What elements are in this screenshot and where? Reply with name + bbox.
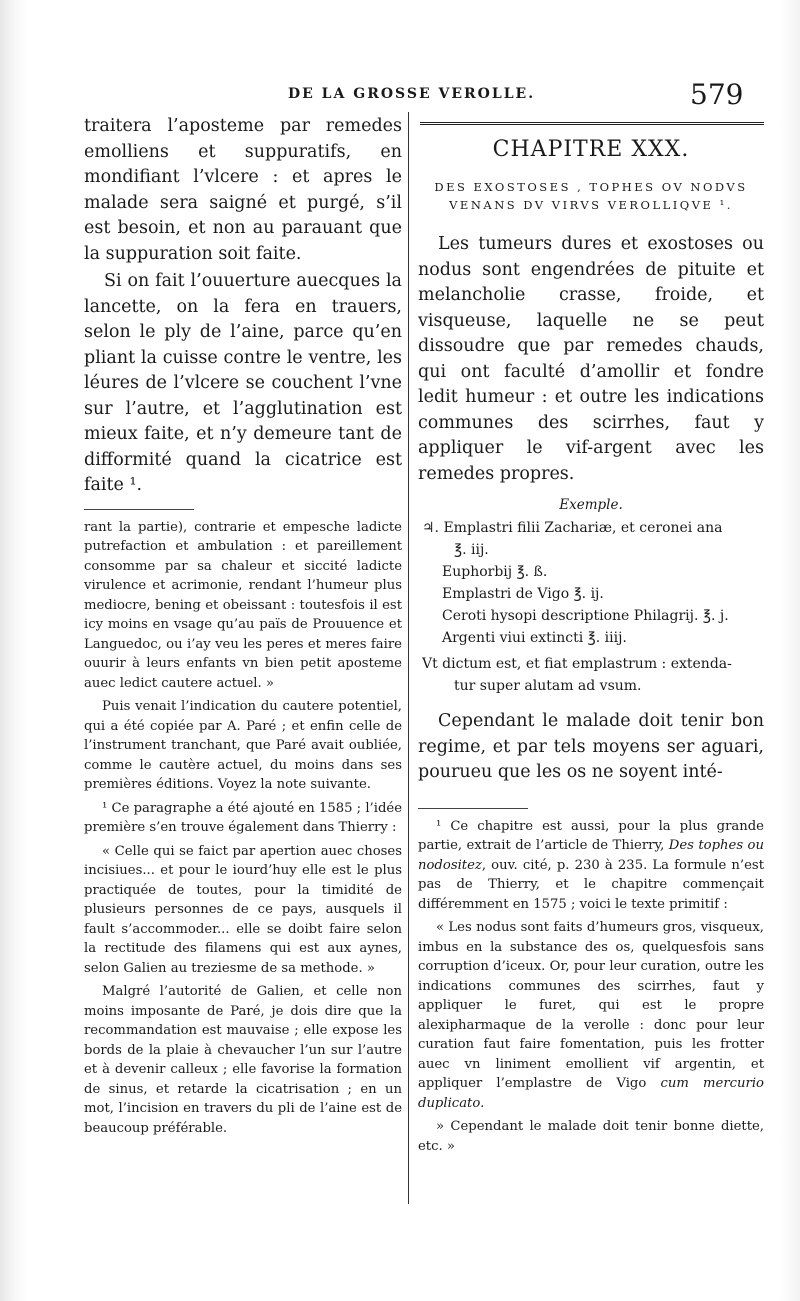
paragraph: Les tumeurs dures et exostoses ou nodus sont engendrées de pituite et melancholie crasse, froide, et visqueuse, laquelle ne se peut dissoudre que par remedes chauds, qui ont faculté d’amollir et fondre ledit humeur : et outre les indications communes des scirrhes, faut y appliquer le vif-argent avec les remedes propres. [418, 234, 764, 484]
page-number: 579 [690, 78, 744, 111]
note-text: « Les nodus sont faits d’humeurs gros, visqueux, imbus en la substance des os, quelquesfois sans corruption d’iceux. Or, pour leur curation, outre les indications communes des scirrhes, faut y appliquer le furet, qui est le propre alexipharmaque de la verolle : donc pour leur curation faut faire fomentation, puis les frotter auec vn liniment emollient vif argentin, et appliquer l’emplastre de Vigo [418, 920, 764, 1091]
note-italic: cum mercurio duplicato. [418, 1076, 764, 1111]
chapter-subtitle-line: VENANS DV VIRVS VEROLLIQVE ¹. [449, 198, 733, 212]
paragraph: Cependant le malade doit tenir bon regime, et par tels moyens ser aguari, pourueu que les os ne soyent inté- [418, 711, 764, 782]
recipe-line: Emplastri de Vigo ℥. ij. [442, 586, 604, 602]
note-paragraph [418, 918, 764, 1113]
footnote-rule [418, 808, 528, 809]
chapter-title: CHAPITRE XXX. [492, 137, 690, 162]
footnote-rule [84, 509, 194, 510]
chapter-rule [420, 122, 764, 125]
recipe-line: Argenti viui extincti ℥. iiij. [442, 630, 627, 646]
left-main-text [84, 114, 402, 499]
chapter-subtitle-line: DES EXOSTOSES , TOPHES OV NODVS [434, 180, 748, 194]
right-main-text [418, 232, 764, 487]
note-paragraph: Malgré l’autorité de Galien, et celle non moins imposante de Paré, je dois dire que la recommandation est mauvaise ; elle expose les bords de la plaie à chevaucher l’un sur l’autre et à devenir calleux ; elle favorise la formation de sinus, et retarde la cicatrisation ; en un mot, l’incision en travers du pli de l’aine est de beaucoup préférable. [84, 984, 402, 1136]
note-paragraph: Puis venait l’indication du cautere potentiel, qui a été copiée par A. Paré ; et enfin celle de l’instrument tranchant, que Paré avait oubliée, comme le cautère actuel, du moins dans ses premières éditions. Voyez la note suivante. [84, 699, 402, 792]
chapter-subtitle [418, 178, 764, 214]
footnote: ¹ Ce paragraphe a été ajouté en 1585 ; l’idée première s’en trouve également dans Thierry : [84, 800, 402, 835]
footnote [418, 817, 764, 915]
recipe-line: ♃. Emplastri filii Zachariæ, et ceronei ana [422, 520, 723, 536]
recipe-heading: Exemple. [559, 497, 623, 513]
running-head: DE LA GROSSE VEROLLE. [288, 86, 536, 102]
note-paragraph: « Celle qui se faict par apertion auec choses incisiues... et pour le iourd’huy elle est le plus practiquée de toutes, pour la timidité de plusieurs personnes de ce pays, ausquels il fault s’accommoder... elle se doibt faire selon la rectitude des filamens qui est aux aynes, selon Galien au treziesme de sa methode. » [84, 843, 402, 976]
paragraph: Si on fait l’ouuerture auecques la lancette, on la fera en trauers, selon le ply de l’aine, parce qu’en pliant la cuisse contre le ventre, les léures de l’vlcere se couchent l’vne sur l’autre, et l’agglutination est mieux faite, et n’y demeure tant de difformité quand la cicatrice est faite ¹. [84, 271, 402, 495]
right-column [418, 114, 764, 1160]
recipe-closing: tur super alutam ad vsum. [454, 678, 642, 694]
note-italic: Des tophes ou nodositez [418, 838, 764, 873]
paragraph: traitera l’aposteme par remedes emolliens et suppuratifs, en mondifiant l’vlcere : et apres le malade sera saigné et purgé, s’il est besoin, et non au parauant que la suppuration soit faite. [84, 116, 402, 264]
note-paragraph: » Cependant le malade doit tenir bonne diette, etc. » [418, 1119, 764, 1154]
recipe-line: Euphorbij ℥. ß. [442, 564, 548, 580]
right-main-text-2 [418, 709, 764, 786]
recipe-closing: Vt dictum est, et fiat emplastrum : extenda- [422, 656, 732, 672]
note-paragraph: rant la partie), contrarie et empesche ladicte putrefaction et ambulation : et pareillement consomme par sa chaleur et siccité ladicte virulence et acrimonie, rendant l’humeur plus mediocre, bening et obeissant : toutesfois il est icy moins en vsage qu’au païs de Prouuence et Languedoc, ou i’ay veu les peres et meres faire ouurir à leurs enfants vn bien petit aposteme auec ledict cautere actuel. » [84, 519, 402, 691]
recipe-line: Ceroti hysopi descriptione Philagrij. ℥. j. [442, 608, 729, 624]
column-divider [408, 112, 409, 1204]
note-text: , ouv. cité, p. 230 à 235. La formule n’est pas de Thierry, et le chapitre commençait différemment en 1575 ; voici le texte primitif : [418, 857, 764, 912]
left-column [84, 114, 402, 1142]
recipe-line: ℥. iij. [454, 542, 489, 558]
right-notes [418, 817, 764, 1157]
recipe [418, 517, 764, 697]
note-text: ¹ Ce chapitre est aussi, pour la plus grande partie, extrait de l’article de Thierry, [418, 818, 764, 853]
left-notes [84, 518, 402, 1139]
